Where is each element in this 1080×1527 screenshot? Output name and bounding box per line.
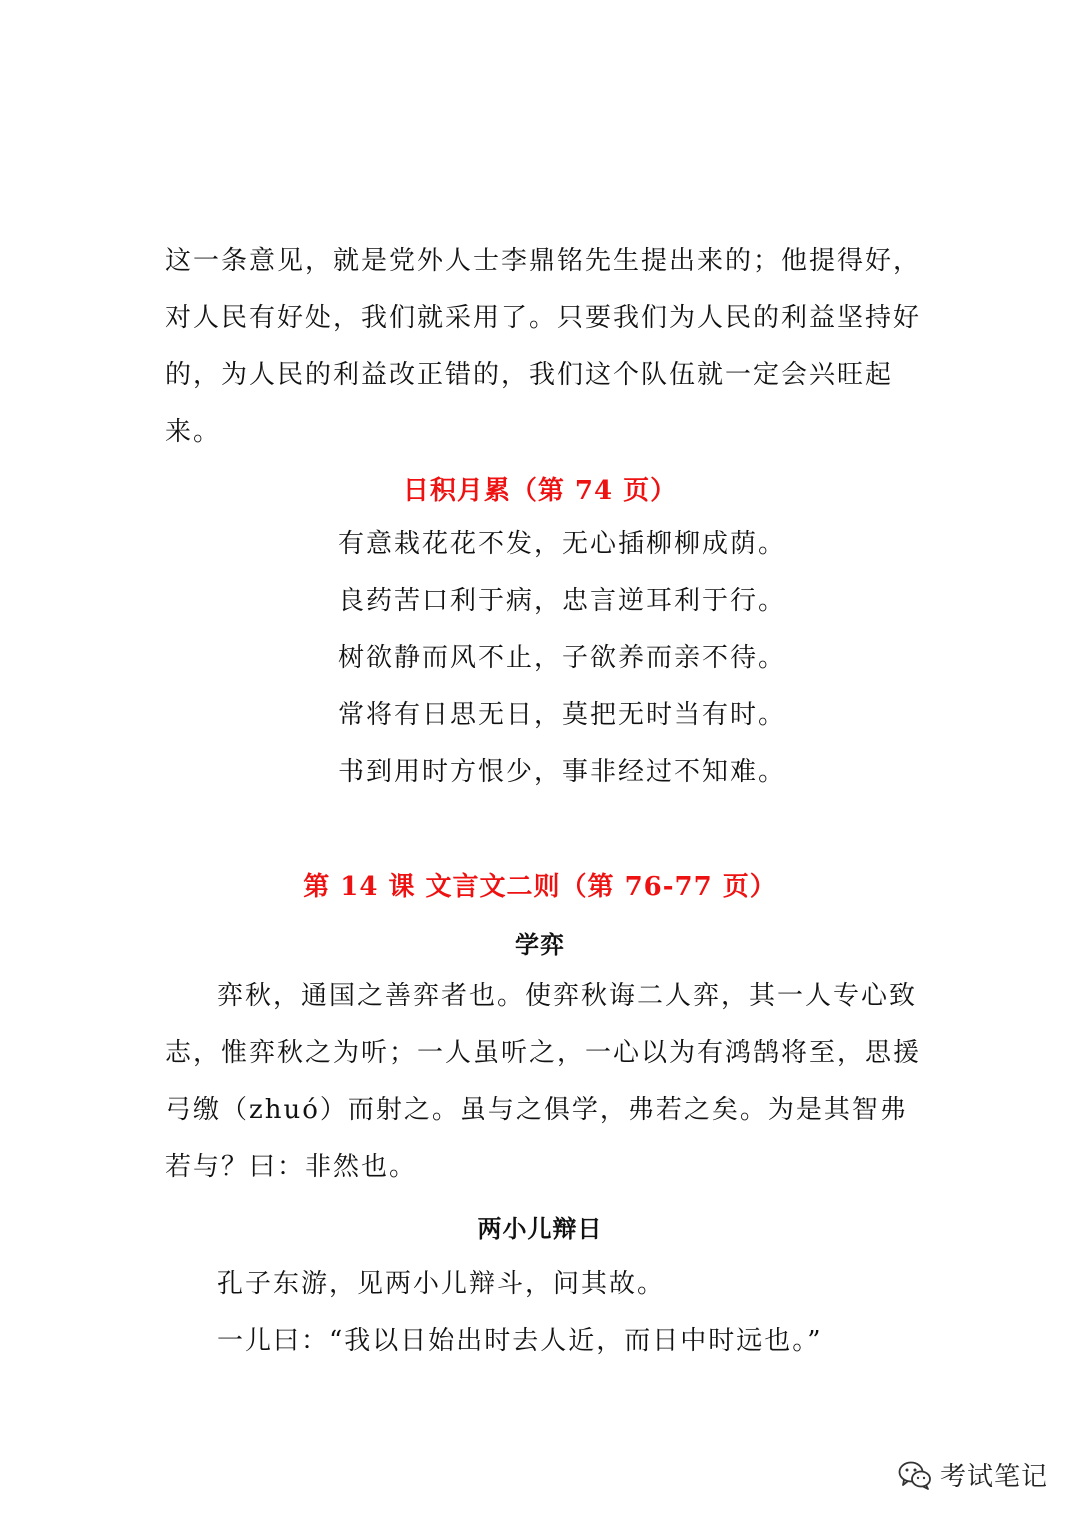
proverb-line: 良药苦口利于病，忠言逆耳利于行。 — [338, 586, 787, 616]
accumulation-heading: 日积月累（第 74 页） — [402, 476, 678, 506]
lesson-heading: 第 14 课 文言文二则（第 76-77 页） — [303, 872, 777, 902]
proverb-line: 有意栽花花不发，无心插柳柳成荫。 — [338, 529, 787, 559]
wechat-icon — [898, 1460, 932, 1490]
text2-line-2: 一儿曰：“我以日始出时去人近，而日中时远也。” — [217, 1326, 823, 1356]
proverb-line: 书到用时方恨少，事非经过不知难。 — [338, 757, 787, 787]
text2-title: 两小儿辩日 — [477, 1214, 603, 1243]
text2-line-1: 孔子东游，见两小儿辩斗，问其故。 — [217, 1269, 666, 1299]
text1-body: 弈秋，通国之善弈者也。使弈秋诲二人弈，其一人专心致志，惟弈秋之为听；一人虽听之，一心以为有鸿鹄将至，思援弓缴（zhuó）而射之。虽与之俱学，弗若之矣。为是其智弗若与？曰：非然也。 — [165, 981, 922, 1182]
text1-title: 学弈 — [515, 930, 565, 959]
intro-paragraph: 这一条意见，就是党外人士李鼎铭先生提出来的；他提得好，对人民有好处，我们就采用了。只要我们为人民的利益坚持好的，为人民的利益改正错的，我们这个队伍就一定会兴旺起来。 — [165, 246, 922, 447]
proverb-list — [338, 516, 838, 801]
proverb-line: 树欲静而风不止，子欲养而亲不待。 — [338, 643, 787, 673]
watermark — [898, 1456, 1048, 1493]
proverb-line: 常将有日思无日，莫把无时当有时。 — [338, 700, 787, 730]
watermark-text: 考试笔记 — [940, 1462, 1049, 1492]
